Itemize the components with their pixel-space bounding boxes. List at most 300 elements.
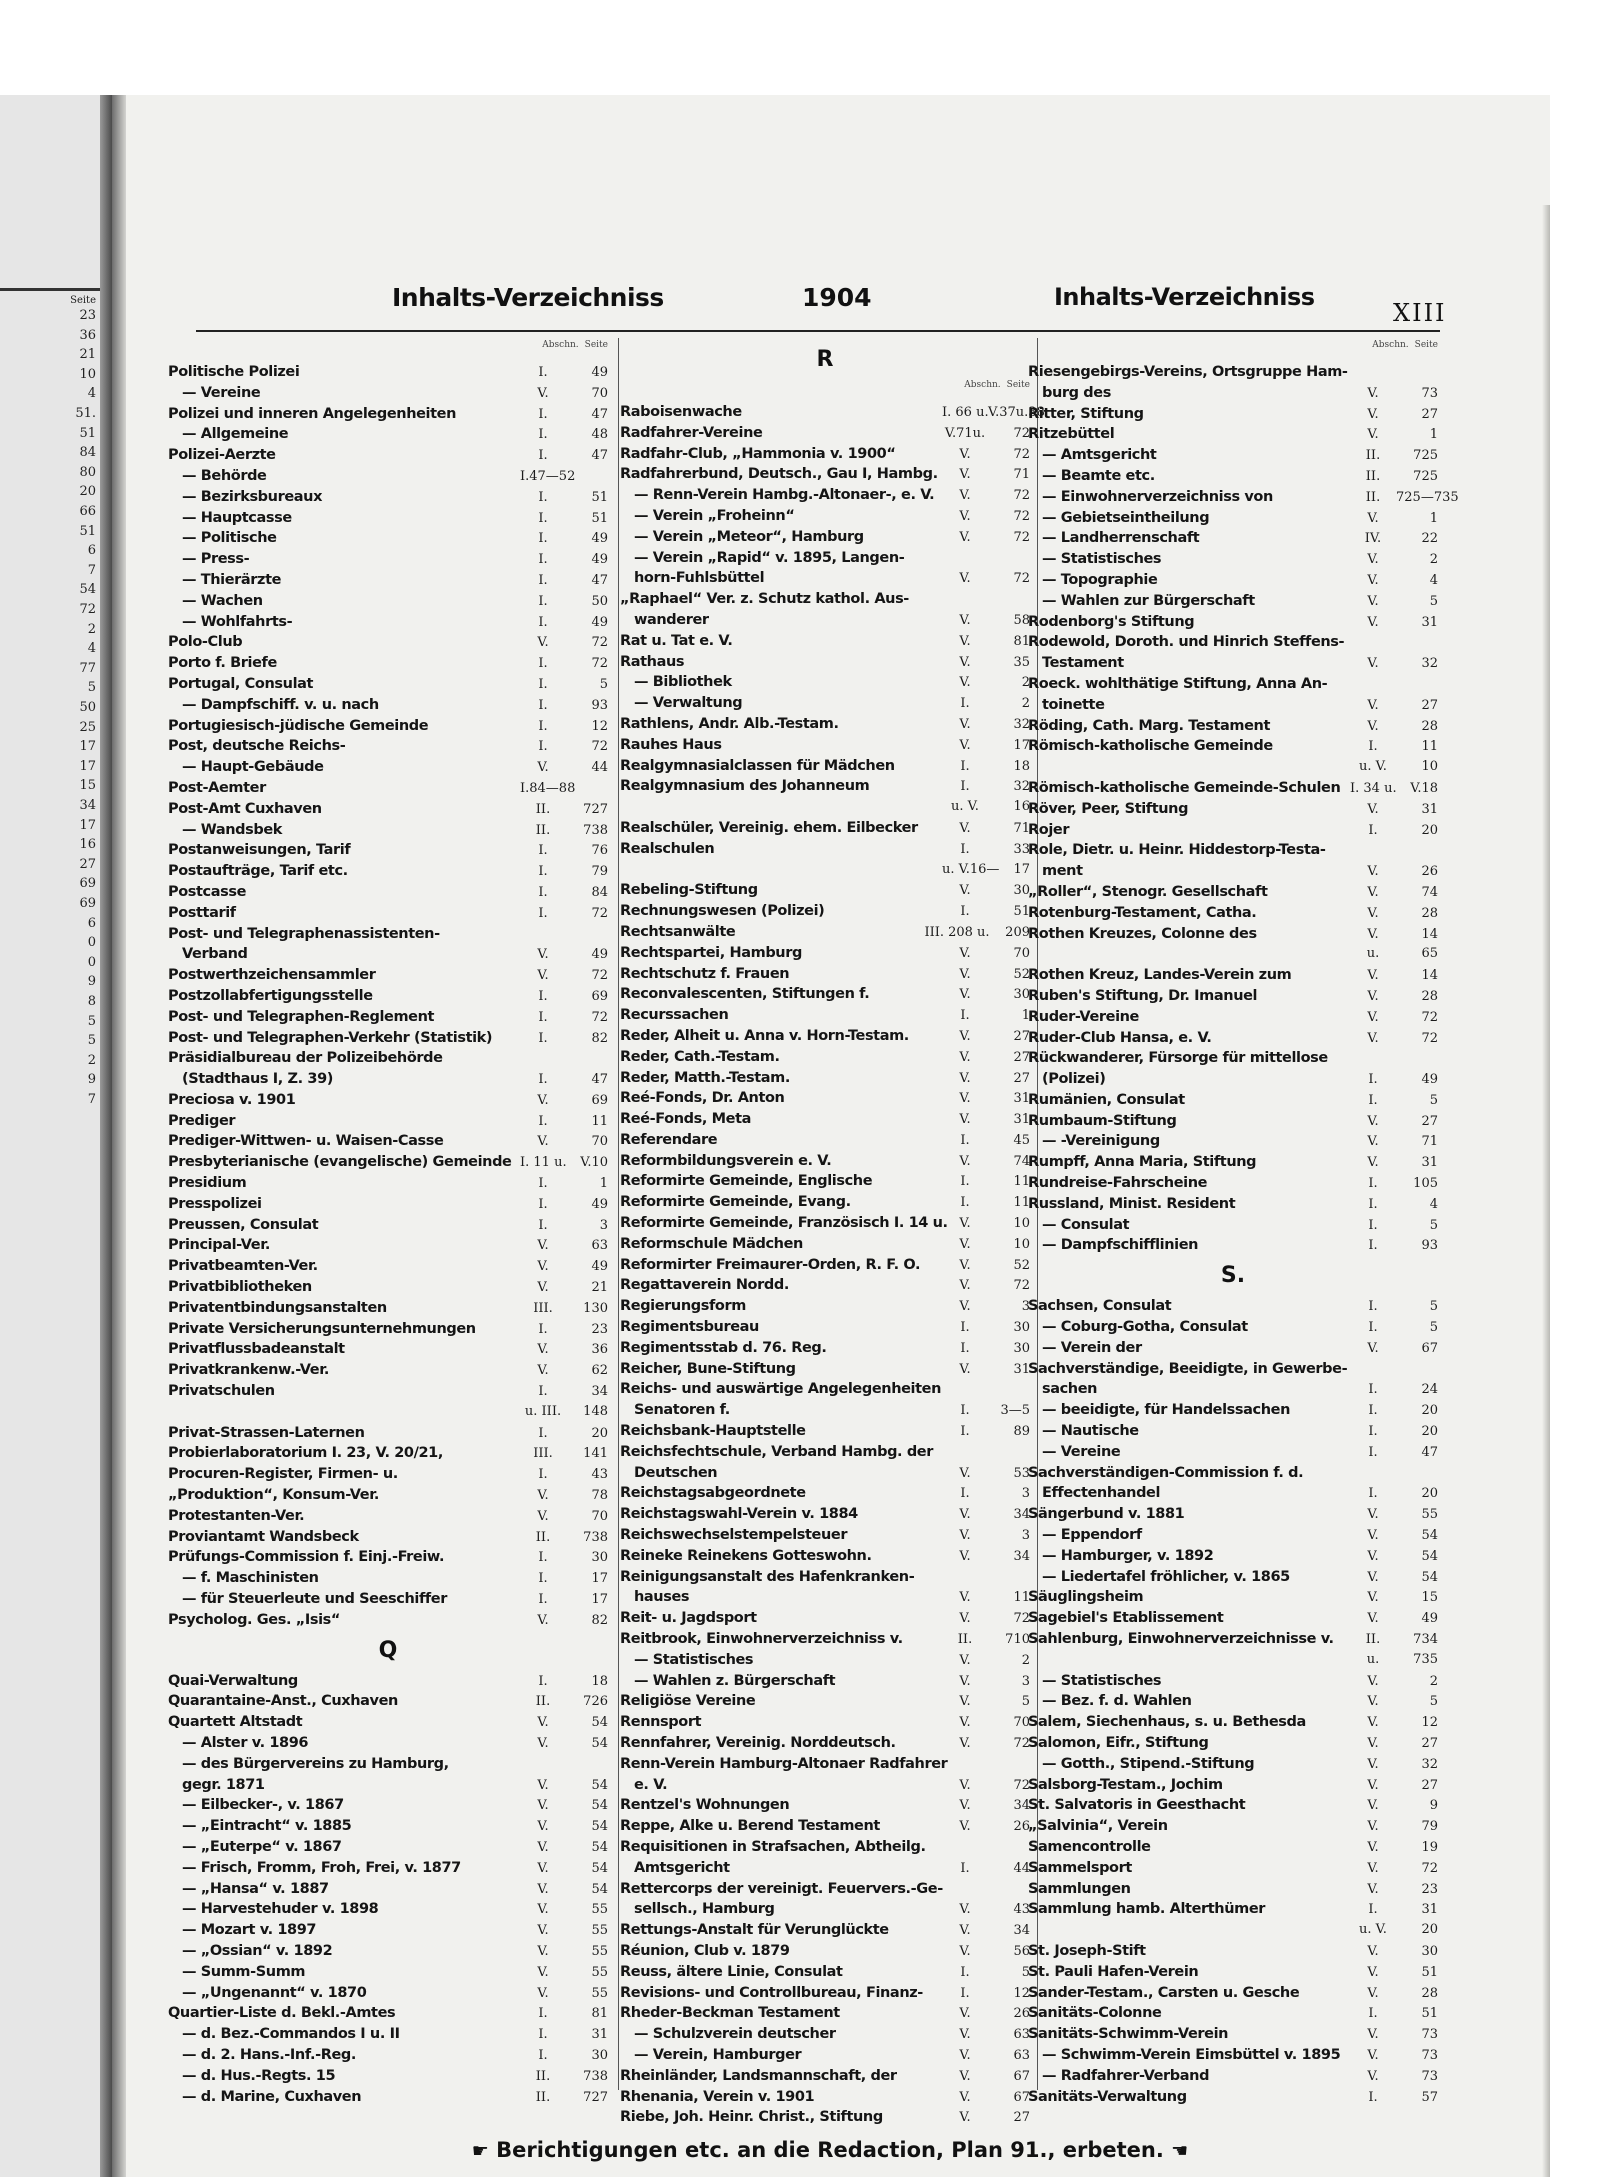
- entry-seite: 56: [1013, 1943, 1030, 1959]
- entry-seite: 27: [1421, 1736, 1438, 1751]
- entry-abschnitt: V.: [1367, 1985, 1379, 2001]
- entry-seite: 93: [1421, 1238, 1438, 1254]
- index-entry: [1028, 1567, 1438, 1588]
- entry-abschnitt: I.: [960, 1486, 970, 1502]
- entry-seite: 23: [1421, 1881, 1438, 1897]
- entry-title: Rhenania, Verein v. 1901: [620, 2088, 815, 2105]
- header-page-number: XIII: [1393, 299, 1447, 327]
- index-entry: [1028, 1546, 1438, 1567]
- entry-seite: 10: [1013, 1216, 1030, 1232]
- entry-title: sachen: [1042, 1381, 1098, 1398]
- entry-abschnitt: I.84—88: [520, 780, 576, 796]
- entry-title: — Verein der: [1042, 1339, 1142, 1356]
- index-entry: [1028, 508, 1438, 529]
- entry-abschnitt: V.: [1367, 1819, 1379, 1835]
- entry-title: Presbyterianische (evangelische) Gemeinde: [168, 1154, 512, 1171]
- entry-abschnitt: I.: [538, 676, 548, 692]
- previous-page-number: 9: [87, 1072, 96, 1088]
- entry-seite: 70: [591, 385, 608, 401]
- entry-title: Rothen Kreuzes, Colonne des: [1028, 925, 1257, 942]
- index-entry: [620, 1317, 1030, 1338]
- entry-title: Russland, Minist. Resident: [1028, 1195, 1236, 1212]
- entry-seite: 74: [1421, 884, 1438, 900]
- entry-title: Reineke Reinekens Gotteswohn.: [620, 1547, 872, 1564]
- entry-abschnitt: V.: [1367, 2068, 1379, 2084]
- entry-seite: 48: [591, 427, 608, 443]
- entry-abschnitt: II.: [535, 822, 551, 838]
- previous-page-number: 4: [87, 641, 96, 657]
- entry-title: Presidium: [168, 1175, 247, 1192]
- index-entry: [168, 1899, 608, 1920]
- entry-title: Salomon, Eifr., Stiftung: [1028, 1735, 1209, 1751]
- index-entry: [620, 1338, 1030, 1359]
- entry-abschnitt: V.: [959, 467, 971, 483]
- entry-title: Private Versicherungsunternehmungen: [168, 1320, 476, 1337]
- index-entry: [620, 1068, 1030, 1089]
- index-entry: [1028, 840, 1438, 861]
- entry-seite: 14: [1421, 926, 1438, 942]
- index-entry: [620, 506, 1030, 527]
- entry-seite: 73: [1421, 2068, 1438, 2084]
- entry-seite: 5: [1021, 1694, 1030, 1710]
- entry-abschnitt: I.: [960, 841, 970, 857]
- entry-title: Rundreise-Fahrscheine: [1028, 1175, 1208, 1192]
- entry-seite: 5: [599, 676, 608, 692]
- entry-title: — „Ossian“ v. 1892: [182, 1942, 333, 1959]
- index-entry: [620, 1359, 1030, 1380]
- entry-seite: 36: [591, 1342, 608, 1358]
- entry-seite: 72: [1013, 1736, 1030, 1751]
- entry-abschnitt: I.: [538, 1030, 548, 1046]
- index-entry: [1028, 1858, 1438, 1879]
- index-entry: [168, 861, 608, 882]
- entry-title: Realschüler, Vereinig. ehem. Eilbecker: [620, 819, 918, 836]
- entry-abschnitt: I.: [1368, 1196, 1378, 1212]
- previous-page-number: 10: [79, 366, 96, 382]
- entry-title: Prediger: [168, 1112, 236, 1129]
- index-entry: [168, 1215, 608, 1236]
- entry-seite: 27: [1013, 1028, 1030, 1044]
- entry-seite: 725—735: [1396, 489, 1459, 505]
- index-entry: [620, 1192, 1030, 1213]
- entry-title: Portugiesisch-jüdische Gemeinde: [168, 717, 429, 734]
- index-entry: [620, 1255, 1030, 1276]
- entry-abschnitt: V.: [537, 1777, 549, 1793]
- index-entry: [168, 1298, 608, 1319]
- entry-title: Reichsfechtschule, Verband Hambg. der: [620, 1443, 933, 1460]
- entry-abschnitt: I.: [960, 1403, 970, 1419]
- entry-abschnitt: u. V.: [1359, 1922, 1387, 1938]
- entry-seite: 72: [591, 635, 608, 651]
- entry-title: Privatschulen: [168, 1383, 275, 1400]
- header-right-title: Inhalts-Verzeichniss: [1054, 283, 1315, 311]
- entry-title: hauses: [634, 1589, 690, 1606]
- entry-title: — beeidigte, für Handelssachen: [1042, 1402, 1290, 1419]
- entry-seite: 24: [1421, 1382, 1438, 1398]
- index-entry: [1028, 695, 1438, 716]
- entry-abschnitt: V.: [1367, 1507, 1379, 1523]
- index-entry: [620, 984, 1030, 1005]
- entry-title: Reformirte Gemeinde, Englische: [620, 1173, 873, 1190]
- entry-title: Präsidialbureau der Polizeibehörde: [168, 1050, 443, 1067]
- entry-abschnitt: I.: [960, 1174, 970, 1190]
- entry-abschnitt: V.: [959, 2027, 971, 2043]
- index-entry: [620, 2107, 1030, 2128]
- index-entry: [620, 444, 1030, 465]
- entry-abschnitt: V.: [1367, 697, 1379, 713]
- entry-abschnitt: V.: [959, 529, 971, 545]
- column-head: [620, 380, 1030, 402]
- entry-title: — d. Hus.-Regts. 15: [182, 2067, 336, 2084]
- index-entry: [168, 820, 608, 841]
- entry-seite: V.37u.38: [988, 405, 1045, 420]
- entry-title: Post, deutsche Reichs-: [168, 738, 346, 755]
- index-entry: [1028, 799, 1438, 820]
- entry-seite: 27: [1013, 1049, 1030, 1065]
- entry-title: Sahlenburg, Einwohnerverzeichnisse v.: [1028, 1631, 1334, 1648]
- index-entry: [1028, 2024, 1438, 2045]
- entry-abschnitt: V.: [537, 1612, 549, 1628]
- entry-abschnitt: I.: [538, 656, 548, 672]
- index-entry: [1028, 861, 1438, 882]
- previous-page-number: 69: [79, 876, 96, 892]
- entry-title: Presspolizei: [168, 1195, 262, 1212]
- entry-title: Sammelsport: [1028, 1859, 1132, 1876]
- index-entry: [168, 2087, 608, 2108]
- entry-seite: 17: [591, 1571, 608, 1587]
- entry-title: Regimentsbureau: [620, 1319, 759, 1336]
- entry-title: St. Pauli Hafen-Verein: [1028, 1963, 1199, 1980]
- entry-title: Privatbeamten-Ver.: [168, 1258, 318, 1275]
- entry-seite: 54: [591, 1777, 608, 1793]
- index-entry: [168, 1795, 608, 1816]
- entry-seite: 55: [591, 1902, 608, 1918]
- entry-title: Post-Amt Cuxhaven: [168, 800, 322, 817]
- entry-title: Radfahr-Club, „Hammonia v. 1900“: [620, 445, 896, 462]
- entry-title: — -Vereinigung: [1042, 1133, 1160, 1150]
- entry-title: Recurssachen: [620, 1007, 729, 1024]
- index-entry: [1028, 612, 1438, 633]
- entry-seite: 11: [591, 1113, 608, 1129]
- index-entry: [168, 2066, 608, 2087]
- index-entry: [1028, 362, 1438, 383]
- seite-header: Seite: [1006, 380, 1030, 390]
- index-entry: [168, 674, 608, 695]
- entry-title: Privatkrankenw.-Ver.: [168, 1362, 330, 1379]
- entry-title: Quartett Altstadt: [168, 1714, 303, 1731]
- entry-abschnitt: I.: [538, 1321, 548, 1337]
- entry-seite: 28: [1421, 905, 1438, 921]
- entry-title: Post- und Telegraphen-Verkehr (Statistik): [168, 1029, 493, 1046]
- entry-abschnitt: V.: [1367, 614, 1379, 630]
- index-entry: [168, 1152, 608, 1173]
- index-entry: [168, 362, 608, 383]
- previous-page-number: 84: [79, 445, 96, 461]
- index-entry: [168, 1256, 608, 1277]
- entry-abschnitt: u.: [1366, 1651, 1380, 1667]
- index-entry: [1028, 965, 1438, 986]
- index-entry: [168, 653, 608, 674]
- index-entry: [1028, 1712, 1438, 1733]
- entry-seite: 27: [1421, 1113, 1438, 1129]
- entry-seite: 32: [1421, 1756, 1438, 1772]
- entry-title: — Coburg-Gotha, Consulat: [1042, 1319, 1248, 1336]
- entry-seite: 2: [1021, 1652, 1030, 1668]
- entry-title: Rettercorps der vereinigt. Feuervers.-Ge-: [620, 1880, 943, 1897]
- index-entry: [620, 1879, 1030, 1900]
- entry-abschnitt: II.: [535, 1694, 551, 1710]
- index-entry: [1028, 1816, 1438, 1837]
- index-entry: [1028, 1007, 1438, 1028]
- entry-title: Quarantaine-Anst., Cuxhaven: [168, 1693, 398, 1710]
- entry-seite: 34: [1013, 1507, 1030, 1523]
- index-entry: [1028, 1879, 1438, 1900]
- entry-abschnitt: V.: [1367, 406, 1379, 422]
- seite-header: Seite: [584, 340, 608, 350]
- entry-seite: 1: [1021, 1008, 1030, 1024]
- entry-seite: 72: [1421, 1009, 1438, 1025]
- index-entry: [168, 1319, 608, 1340]
- index-entry: [1028, 404, 1438, 425]
- entry-seite: 67: [1013, 2089, 1030, 2105]
- index-entry: [1028, 1400, 1438, 1421]
- index-entry: [168, 1837, 608, 1858]
- previous-page-number: 8: [87, 994, 96, 1009]
- entry-seite: 16: [1013, 799, 1030, 815]
- entry-title: Reitbrook, Einwohnerverzeichniss v.: [620, 1631, 903, 1648]
- entry-seite: 20: [1421, 1424, 1438, 1440]
- entry-title: Reuss, ältere Linie, Consulat: [620, 1963, 843, 1980]
- index-entry: [168, 2045, 608, 2066]
- entry-seite: 21: [591, 1280, 608, 1296]
- entry-abschnitt: V.: [959, 2089, 971, 2105]
- entry-seite: 20: [591, 1425, 608, 1441]
- entry-abschnitt: I.: [1368, 1902, 1378, 1918]
- entry-title: — Statistisches: [634, 1651, 754, 1668]
- entry-title: Reicher, Bune-Stiftung: [620, 1360, 796, 1377]
- previous-page-seite-label: Seite: [70, 295, 96, 306]
- abschnitt-header: Abschn.: [542, 340, 579, 350]
- previous-page-number: 51.: [75, 406, 96, 421]
- entry-title: — d. Bez.-Commandos I u. II: [182, 2026, 400, 2043]
- index-entry: [168, 965, 608, 986]
- entry-title: Effectenhandel: [1042, 1485, 1161, 1502]
- entry-seite: 738: [583, 2068, 608, 2084]
- entry-title: Postaufträge, Tarif etc.: [168, 863, 348, 880]
- entry-abschnitt: V.: [959, 1611, 971, 1627]
- previous-page-number: 77: [79, 660, 96, 676]
- footer-note: [430, 2138, 1230, 2162]
- entry-seite: 5: [1021, 1964, 1030, 1980]
- entry-title: (Stadthaus I, Z. 39): [182, 1071, 334, 1088]
- entry-seite: 3—5: [1000, 1403, 1030, 1419]
- entry-abschnitt: V.: [959, 1715, 971, 1731]
- previous-page-edge: [0, 95, 112, 2177]
- entry-title: Rheinländer, Landsmannschaft, der: [620, 2067, 897, 2084]
- previous-page-number: 15: [79, 778, 96, 794]
- entry-abschnitt: V.: [537, 1798, 549, 1814]
- entry-seite: 49: [591, 1259, 608, 1275]
- entry-seite: 93: [591, 697, 608, 713]
- entry-seite: 10: [1421, 759, 1438, 775]
- entry-abschnitt: V.: [537, 1508, 549, 1524]
- entry-seite: 32: [1013, 716, 1030, 732]
- entry-abschnitt: III.: [533, 1300, 553, 1316]
- entry-seite: 26: [1013, 1819, 1030, 1835]
- entry-seite: 50: [591, 593, 608, 609]
- entry-abschnitt: V.: [959, 883, 971, 899]
- index-entry: [1028, 1775, 1438, 1796]
- index-entry: [620, 1775, 1030, 1796]
- entry-title: Rentzel's Wohnungen: [620, 1797, 790, 1814]
- entry-title: — Landherrenschaft: [1042, 530, 1200, 547]
- index-entry: [168, 1090, 608, 1111]
- entry-title: Reder, Matth.-Testam.: [620, 1069, 790, 1086]
- previous-page-number: 16: [79, 837, 96, 853]
- index-entry: [620, 818, 1030, 839]
- index-entry: [1028, 1629, 1438, 1650]
- index-entry: [1028, 1235, 1438, 1256]
- index-entry: [620, 1275, 1030, 1296]
- entry-abschnitt: V.: [1367, 1736, 1379, 1751]
- index-entry: [1028, 549, 1438, 570]
- index-entry: [1028, 632, 1438, 653]
- entry-abschnitt: V.: [1367, 1569, 1379, 1585]
- entry-abschnitt: I.: [1368, 739, 1378, 755]
- entry-abschnitt: V.: [959, 675, 971, 691]
- entry-title: Postanweisungen, Tarif: [168, 842, 351, 859]
- index-entry: [620, 1754, 1030, 1775]
- entry-abschnitt: V.: [959, 612, 971, 628]
- index-entry: [1028, 1463, 1438, 1484]
- index-entry: [1028, 1152, 1438, 1173]
- index-entry: [1028, 1795, 1438, 1816]
- entry-abschnitt: I.: [538, 2027, 548, 2043]
- entry-title: St. Salvatoris in Geesthacht: [1028, 1797, 1246, 1814]
- previous-page-number: 20: [79, 484, 96, 500]
- index-entry: [168, 1879, 608, 1900]
- entry-seite: 51: [591, 510, 608, 526]
- entry-title: — Thierärzte: [182, 571, 282, 588]
- index-entry: [620, 776, 1030, 797]
- index-column-1: [168, 340, 608, 2107]
- entry-seite: 72: [1013, 571, 1030, 587]
- entry-seite: 209: [1005, 924, 1030, 940]
- entry-title: Proviantamt Wandsbeck: [168, 1528, 359, 1545]
- entry-seite: 34: [1013, 1548, 1030, 1564]
- entry-title: — Summ-Summ: [182, 1963, 306, 1980]
- entry-abschnitt: V.: [537, 1342, 549, 1358]
- entry-title: — Haupt-Gebäude: [182, 759, 324, 776]
- entry-seite: 23: [591, 1321, 608, 1337]
- entry-title: — Amtsgericht: [1042, 447, 1157, 464]
- section-letter: S.: [1220, 1263, 1246, 1289]
- entry-abschnitt: V.: [1367, 1113, 1379, 1129]
- entry-abschnitt: V.: [959, 633, 971, 649]
- entry-abschnitt: I.: [1368, 1424, 1378, 1440]
- entry-abschnitt: V.: [959, 1902, 971, 1918]
- index-entry: [1028, 1296, 1438, 1317]
- index-entry: [1028, 445, 1438, 466]
- entry-abschnitt: V.71u.: [944, 425, 986, 441]
- index-entry: [620, 631, 1030, 652]
- entry-seite: 65: [1421, 946, 1438, 962]
- entry-abschnitt: V.: [537, 947, 549, 963]
- entry-seite: 81: [591, 2006, 608, 2022]
- entry-seite: 72: [1013, 1278, 1030, 1294]
- entry-abschnitt: V.: [537, 760, 549, 776]
- entry-title: — d. Marine, Cuxhaven: [182, 2088, 362, 2105]
- index-entry: [168, 882, 608, 903]
- entry-abschnitt: I.: [1368, 1176, 1378, 1192]
- index-entry: [168, 1277, 608, 1298]
- entry-seite: 54: [1421, 1528, 1438, 1544]
- index-entry: [168, 404, 608, 425]
- entry-title: Polizei-Aerzte: [168, 447, 276, 464]
- entry-title: „Produktion“, Konsum-Ver.: [168, 1487, 380, 1504]
- entry-title: Ruder-Club Hansa, e. V.: [1028, 1029, 1212, 1046]
- entry-title: Sanitäts-Verwaltung: [1028, 2088, 1187, 2105]
- entry-abschnitt: V.: [537, 635, 549, 651]
- entry-seite: 49: [591, 947, 608, 963]
- entry-title: — Statistisches: [1042, 551, 1162, 568]
- entry-seite: 49: [1421, 1072, 1438, 1088]
- entry-abschnitt: I.: [538, 905, 548, 921]
- entry-title: Röding, Cath. Marg. Testament: [1028, 717, 1271, 734]
- entry-seite: 33: [1013, 841, 1030, 857]
- entry-title: Postwerthzeichensammler: [168, 967, 376, 984]
- entry-title: — Verein „Froheinn“: [634, 507, 795, 524]
- entry-abschnitt: V.: [537, 1259, 549, 1275]
- index-entry: [1028, 383, 1438, 404]
- index-entry: [620, 485, 1030, 506]
- column-separator: [618, 338, 619, 2090]
- entry-title: Rebeling-Stiftung: [620, 882, 758, 899]
- entry-abschnitt: I.: [538, 718, 548, 734]
- entry-title: Rotenburg-Testament, Catha.: [1028, 904, 1257, 921]
- entry-seite: 30: [1421, 1943, 1438, 1959]
- index-entry: [620, 1962, 1030, 1983]
- entry-seite: 47: [591, 448, 608, 464]
- previous-page-number: 6: [87, 543, 96, 559]
- entry-abschnitt: I.: [960, 1964, 970, 1980]
- index-entry: [1028, 1069, 1438, 1090]
- entry-abschnitt: I.: [538, 531, 548, 547]
- entry-seite: 72: [591, 656, 608, 672]
- previous-page-number: 21: [79, 347, 96, 363]
- entry-seite: 44: [591, 760, 608, 776]
- entry-title: Reformirter Freimaurer-Orden, R. F. O.: [620, 1256, 921, 1273]
- entry-seite: 31: [591, 2027, 608, 2043]
- index-entry: [1028, 1587, 1438, 1608]
- index-entry: [1028, 1608, 1438, 1629]
- entry-seite: 81: [1013, 633, 1030, 649]
- entry-title: — „Eintracht“ v. 1885: [182, 1818, 352, 1835]
- entry-seite: 30: [1013, 883, 1030, 899]
- entry-title: Role, Dietr. u. Heinr. Hiddestorp-Testa-: [1028, 842, 1326, 859]
- entry-seite: 84: [591, 884, 608, 900]
- entry-abschnitt: I.: [960, 1985, 970, 2001]
- entry-title: Prüfungs-Commission f. Einj.-Freiw.: [168, 1549, 445, 1566]
- entry-abschnitt: V.: [1367, 572, 1379, 588]
- entry-title: Rumpff, Anna Maria, Stiftung: [1028, 1154, 1257, 1171]
- entry-seite: 43: [1013, 1902, 1030, 1918]
- index-entry: [1028, 1131, 1438, 1152]
- entry-abschnitt: I.: [1368, 1320, 1378, 1336]
- header-left-title: Inhalts-Verzeichniss: [392, 283, 664, 312]
- entry-seite: 34: [1013, 1798, 1030, 1814]
- entry-abschnitt: V.: [1367, 1694, 1379, 1710]
